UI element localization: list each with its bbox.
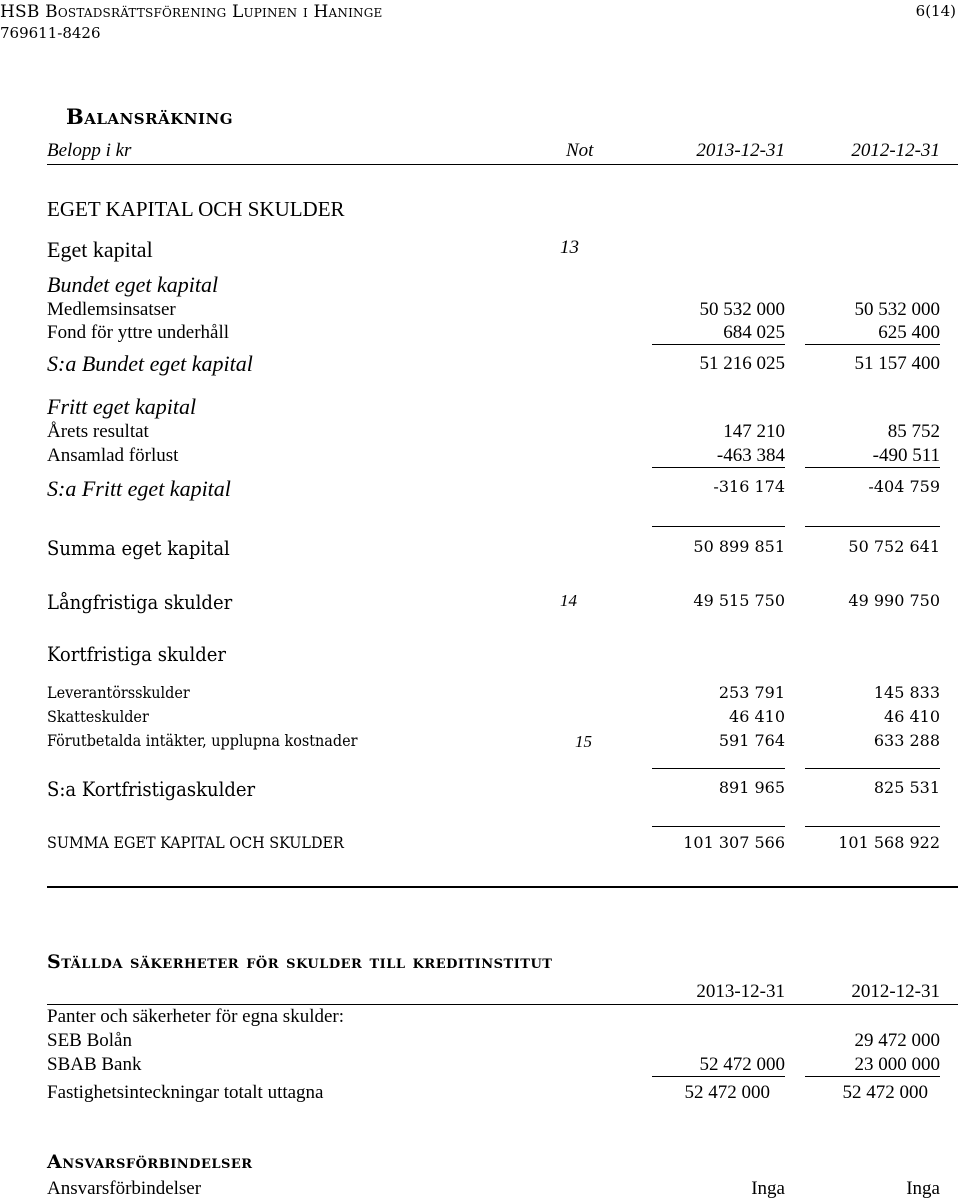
bound-row-value-2012: 625 400 xyxy=(878,322,940,343)
pledge-row-value-2012: 29 472 000 xyxy=(854,1030,940,1051)
pledges-header-divider xyxy=(47,1004,958,1005)
bound-equity-sum-2012: 51 157 400 xyxy=(854,353,940,374)
total-line xyxy=(805,526,940,527)
total-line xyxy=(652,526,785,527)
subtotal-line xyxy=(805,768,940,769)
short-term-sum-label: S:a Kortfristigaskulder xyxy=(47,777,256,801)
short-term-row-label: Förutbetalda intäkter, upplupna kostnader xyxy=(47,731,358,750)
grand-total-2013: 101 307 566 xyxy=(683,833,785,852)
year1-column-header: 2013-12-31 xyxy=(696,140,785,161)
amount-unit-label: Belopp i kr xyxy=(47,140,132,161)
subtotal-line xyxy=(652,344,785,345)
subtotal-line xyxy=(805,467,940,468)
total-line xyxy=(652,826,785,827)
short-term-sum-2012: 825 531 xyxy=(873,778,940,797)
note-column-header: Not xyxy=(566,140,594,161)
pledges-title: Ställda säkerheter för skulder till kreditinstitut xyxy=(47,951,553,973)
short-term-row-value-2013: 46 410 xyxy=(729,707,785,726)
year2-column-header: 2012-12-31 xyxy=(851,140,940,161)
short-term-row-label: Skatteskulder xyxy=(47,707,149,726)
contingent-title: Ansvarsförbindelser xyxy=(47,1151,253,1173)
free-row-value-2013: -463 384 xyxy=(716,445,785,466)
short-term-sum-2013: 891 965 xyxy=(718,778,785,797)
long-term-liabilities-2012: 49 990 750 xyxy=(848,591,940,610)
bound-row-value-2013: 684 025 xyxy=(723,322,785,343)
short-term-row-label: Leverantörsskulder xyxy=(47,683,190,702)
bound-equity-heading: Bundet eget kapital xyxy=(47,272,219,297)
equity-total-2012: 50 752 641 xyxy=(848,537,940,556)
pledges-total-2013: 52 472 000 xyxy=(684,1082,770,1103)
long-term-liabilities-label: Långfristiga skulder xyxy=(47,590,233,614)
page-number: 6(14) xyxy=(915,2,956,20)
short-term-row-note: 15 xyxy=(575,732,592,751)
equity-note: 13 xyxy=(560,237,579,258)
section-divider xyxy=(47,886,958,888)
pledge-row-value-2012: 23 000 000 xyxy=(854,1054,940,1075)
short-term-row-value-2012: 46 410 xyxy=(884,707,940,726)
contingent-label: Ansvarsförbindelser xyxy=(47,1178,202,1199)
subtotal-line xyxy=(652,768,785,769)
equity-total-label: Summa eget kapital xyxy=(47,536,230,560)
subtotal-line xyxy=(652,1076,785,1077)
free-row-label: Årets resultat xyxy=(47,421,149,442)
pledge-row-label: SBAB Bank xyxy=(47,1054,142,1075)
header-divider xyxy=(47,164,958,165)
pledge-row-label: SEB Bolån xyxy=(47,1030,132,1051)
equity-heading: Eget kapital xyxy=(47,237,153,262)
long-term-liabilities-note: 14 xyxy=(560,591,577,610)
pledges-total-label: Fastighetsinteckningar totalt uttagna xyxy=(47,1082,324,1103)
pledges-subtitle: Panter och säkerheter för egna skulder: xyxy=(47,1006,345,1027)
equity-total-2013: 50 899 851 xyxy=(693,537,785,556)
grand-total-label: SUMMA EGET KAPITAL OCH SKULDER xyxy=(47,833,344,852)
free-equity-sum-label: S:a Fritt eget kapital xyxy=(47,476,231,501)
pledges-total-2012: 52 472 000 xyxy=(842,1082,928,1103)
short-term-row-value-2012: 633 288 xyxy=(873,731,940,750)
short-term-row-value-2012: 145 833 xyxy=(873,683,940,702)
free-equity-heading: Fritt eget kapital xyxy=(47,394,197,419)
pledges-year2-header: 2012-12-31 xyxy=(851,981,940,1002)
organization-name: HSB Bostadsrättsförening Lupinen i Haninge xyxy=(0,2,383,22)
subtotal-line xyxy=(805,344,940,345)
bound-equity-sum-2013: 51 216 025 xyxy=(699,353,785,374)
balance-sheet-title: Balansräkning xyxy=(66,104,234,129)
bound-row-value-2012: 50 532 000 xyxy=(854,299,940,320)
long-term-liabilities-2013: 49 515 750 xyxy=(693,591,785,610)
free-equity-sum-2012: -404 759 xyxy=(868,477,940,496)
short-term-row-value-2013: 253 791 xyxy=(718,683,785,702)
free-row-value-2013: 147 210 xyxy=(723,421,785,442)
free-row-value-2012: 85 752 xyxy=(887,421,940,442)
pledges-year1-header: 2013-12-31 xyxy=(696,981,785,1002)
free-equity-sum-2013: -316 174 xyxy=(713,477,785,496)
contingent-value-2012: Inga xyxy=(906,1178,940,1199)
bound-equity-sum-label: S:a Bundet eget kapital xyxy=(47,351,253,376)
section-title: EGET KAPITAL OCH SKULDER xyxy=(47,197,345,221)
pledge-row-value-2013: 52 472 000 xyxy=(699,1054,785,1075)
bound-row-label: Fond för yttre underhåll xyxy=(47,322,230,343)
free-row-value-2012: -490 511 xyxy=(872,445,940,466)
free-row-label: Ansamlad förlust xyxy=(47,445,179,466)
organization-number: 769611-8426 xyxy=(0,24,101,42)
total-line xyxy=(805,826,940,827)
bound-row-value-2013: 50 532 000 xyxy=(699,299,785,320)
bound-row-label: Medlemsinsatser xyxy=(47,299,176,320)
short-term-row-value-2013: 591 764 xyxy=(718,731,785,750)
subtotal-line xyxy=(805,1076,940,1077)
grand-total-2012: 101 568 922 xyxy=(838,833,940,852)
subtotal-line xyxy=(652,467,785,468)
contingent-value-2013: Inga xyxy=(751,1178,785,1199)
short-term-liabilities-heading: Kortfristiga skulder xyxy=(47,642,226,666)
